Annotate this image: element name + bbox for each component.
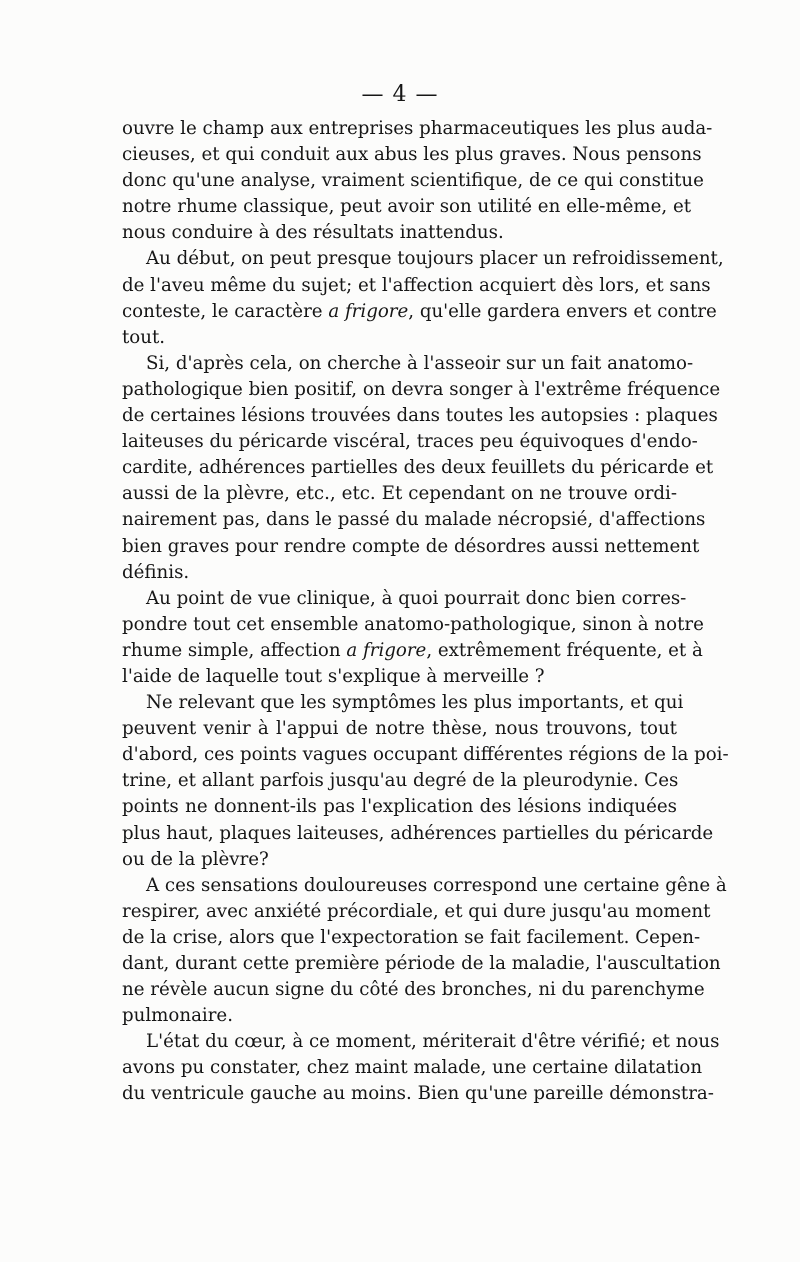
text-line: plus haut, plaques laiteuses, adhérences partielles du péricarde <box>122 822 714 844</box>
text-line: cieuses, et qui conduit aux abus les plus graves. Nous pensons <box>122 144 702 166</box>
page-number: — 4 — <box>361 82 439 107</box>
paragraph <box>122 1029 720 1107</box>
text-line: avons pu constater, chez maint malade, une certaine dilatation <box>122 1057 703 1079</box>
text-line: tout. <box>122 326 166 348</box>
body-text <box>122 116 729 1108</box>
text-line: pathologique bien positif, on devra songer à l'extrême fréquence <box>122 378 721 400</box>
text-line: ne révèle aucun signe du côté des bronches, ni du parenchyme <box>122 979 705 1001</box>
text-line: notre rhume classique, peut avoir son utilité en elle-même, et <box>122 196 692 218</box>
paragraph <box>122 351 721 586</box>
text-line <box>122 638 703 664</box>
text-line: A ces sensations douloureuses correspond une certaine gêne à <box>146 874 727 896</box>
text-line: Au point de vue clinique, à quoi pourrait donc bien corres- <box>146 587 687 609</box>
text-line: trine, et allant parfois jusqu'au degré de la pleurodynie. Ces <box>122 770 679 792</box>
text-line: cardite, adhérences partielles des deux feuillets du péricarde et <box>122 457 714 479</box>
italic-term: a frigore <box>328 300 409 322</box>
text-line: Ne relevant que les symptômes les plus importants, et qui <box>146 692 684 714</box>
text-segment: , extrêmement fréquente, et à <box>426 639 703 661</box>
text-segment: , qu'elle gardera envers et contre <box>408 300 717 322</box>
paragraph <box>122 116 713 246</box>
text-line: du ventricule gauche au moins. Bien qu'une pareille démonstra- <box>122 1083 714 1105</box>
text-line: respirer, avec anxiété précordiale, et qui dure jusqu'au moment <box>122 900 711 922</box>
text-line: aussi de la plèvre, etc., etc. Et cependant on ne trouve ordi- <box>122 483 677 505</box>
text-line: ou de la plèvre? <box>122 848 269 870</box>
text-line: dant, durant cette première période de la maladie, l'auscultation <box>122 953 721 974</box>
text-line: de certaines lésions trouvées dans toutes les autopsies : plaques <box>122 405 718 427</box>
text-line: l'aide de laquelle tout s'explique à merveille ? <box>122 665 545 687</box>
text-line: nous conduire à des résultats inattendus. <box>122 222 504 244</box>
text-line: pulmonaire. <box>122 1005 233 1027</box>
text-line: Si, d'après cela, on cherche à l'asseoir sur un fait anatomo- <box>146 352 694 374</box>
text-line: Au début, on peut presque toujours placer un refroidissement, <box>146 248 724 270</box>
text-line: laiteuses du péricarde viscéral, traces peu équivoques d'endo- <box>122 431 698 453</box>
text-line: nairement pas, dans le passé du malade nécropsié, d'affections <box>122 509 706 531</box>
text-line <box>122 299 717 325</box>
text-line: points ne donnent-ils pas l'explication des lésions indiquées <box>122 796 677 818</box>
text-line: d'abord, ces points vagues occupant différentes régions de la poi- <box>122 744 729 766</box>
text-line: ouvre le champ aux entreprises pharmaceutiques les plus auda- <box>122 118 713 139</box>
paragraph <box>122 873 727 1030</box>
text-segment: rhume simple, affection <box>122 639 347 661</box>
text-line: définis. <box>122 561 190 583</box>
italic-term: a frigore <box>346 639 427 661</box>
text-segment: conteste, le caractère <box>122 300 329 322</box>
paragraph <box>122 246 724 350</box>
text-line: pondre tout cet ensemble anatomo-pathologique, sinon à notre <box>122 613 704 635</box>
text-line: L'état du cœur, à ce moment, mériterait d'être vérifié; et nous <box>146 1031 720 1053</box>
text-line: bien graves pour rendre compte de désordres aussi nettement <box>122 535 700 557</box>
text-line: de l'aveu même du sujet; et l'affection acquiert dès lors, et sans <box>122 274 711 296</box>
text-line: donc qu'une analyse, vraiment scientifique, de ce qui constitue <box>122 170 704 192</box>
paragraph <box>122 690 729 873</box>
text-line: de la crise, alors que l'expectoration se fait facilement. Cepen- <box>122 926 701 948</box>
text-line: peuvent venir à l'appui de notre thèse, nous trouvons, tout <box>122 718 677 740</box>
paragraph <box>122 586 704 690</box>
